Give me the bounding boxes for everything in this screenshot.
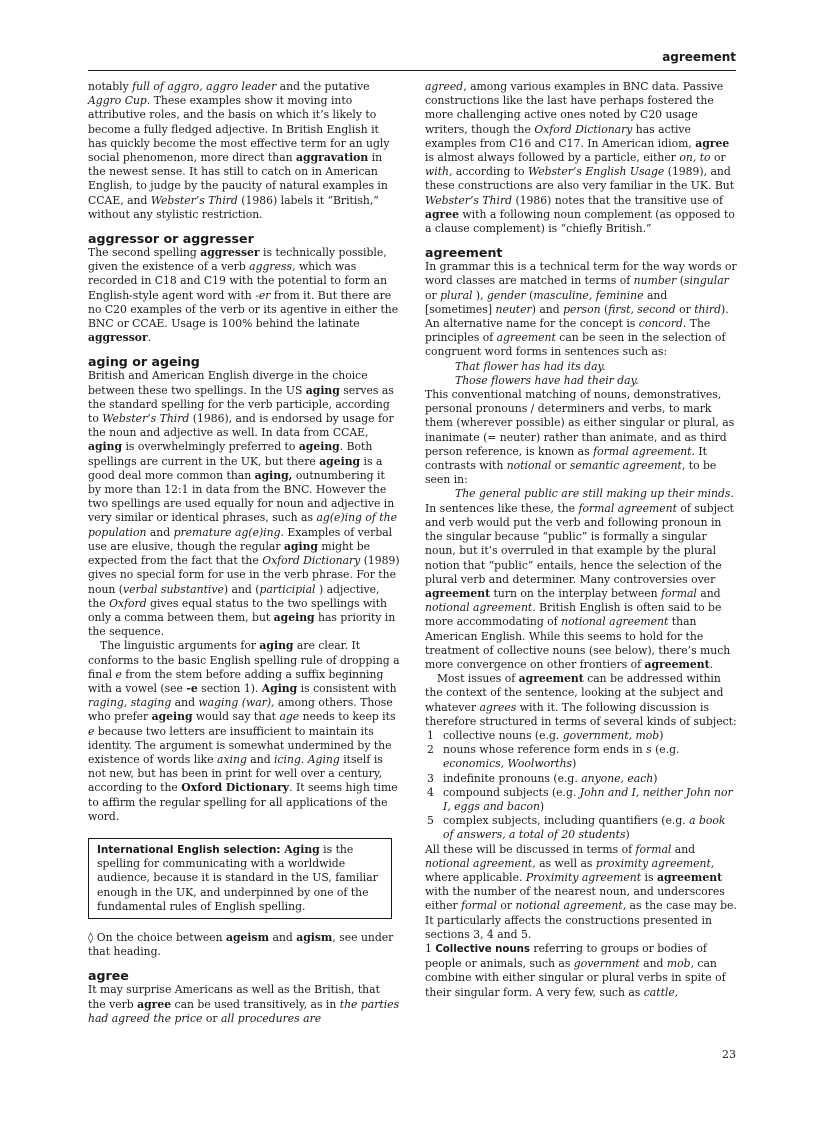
section-heading: Collective nouns: [435, 943, 530, 955]
paragraph: In grammar this is a technical term for the way words or word classes are matched in terms of number (singular or plural ), gender (masculine, feminine and [sometimes] neuter) and person (first, second or third). An alternative name for the concept is concord. The principles of agreement can be seen in the selection of congruent word forms in sentences such as:: [425, 260, 737, 359]
paragraph: 1 Collective nouns referring to groups or bodies of people or animals, such as government and mob, can combine with either singular or plural verbs in spite of their singular form. A very few, such as cattle,: [425, 941, 726, 999]
paragraph: This conventional matching of nouns, demonstratives, personal pronouns / determiners and verbs, to mark them (wherever possible) as either singular or plural, as inanimate (= neuter) rather than animate, and as third person reference, is known as formal agreement. It contrasts with notional or semantic agreement, to be seen in:: [425, 388, 735, 487]
page-number: 23: [722, 1048, 736, 1061]
international-english-callout: International English selection: Aging is the spelling for communicating with a worldwide audience, because it is standard in the US, familiar enough in the UK, and underpinned by one of the fundamental rules of English spelling.: [88, 838, 392, 919]
paragraph: It may surprise Americans as well as the British, that the verb agree can be used transitively, as in the parties had agreed the price or all procedures are: [88, 983, 400, 1025]
list-item: 2 nouns whose reference form ends in s (e.g. economics, Woolworths): [427, 743, 680, 771]
example-sentence: Those flowers have had their day.: [455, 373, 639, 387]
entry-heading-agreement: agreement: [425, 245, 503, 261]
example-sentence: The general public are still making up their minds.: [455, 487, 734, 501]
header-rule: [88, 70, 736, 71]
list-item: 1 collective nouns (e.g. government, mob): [427, 728, 664, 742]
entry-heading-agree: agree: [88, 968, 129, 984]
list-item: 3 indefinite pronouns (e.g. anyone, each): [427, 771, 658, 785]
right-column: [425, 80, 737, 1000]
subject-types-list: [425, 729, 737, 843]
paragraph: Most issues of agreement can be addressed within the context of the sentence, looking at the subject and whatever agrees with it. The following discussion is therefore structured in terms of several kinds of subject:: [425, 672, 737, 728]
callout-heading: International English selection:: [97, 843, 281, 856]
left-column: [88, 80, 400, 1026]
paragraph: All these will be discussed in terms of formal and notional agreement, as well as proximity agreement, where applicable. Proximity agreement is agreement with the number of the nearest noun, and underscores either formal or notional agreement, as the case may be. It particularly affects the constructions presented in sections 3, 4 and 5.: [425, 842, 737, 941]
paragraph: The second spelling aggresser is technically possible, given the existence of a verb aggress, which was recorded in C18 and C19 with the potential to form an English-style agent word with -er from it. But there are no C20 examples of the verb or its agentive in either the BNC or CCAE. Usage is 100% behind the latinate aggressor.: [88, 246, 399, 345]
entry-heading-aging: aging or ageing: [88, 354, 200, 370]
paragraph: In sentences like these, the formal agreement of subject and verb would put the verb and following pronoun in the singular because “public” is formally a singular noun, but it’s overruled in that example by the plural notion that “public” entails, hence the selection of the plural verb and determiner. Many controversies over agreement turn on the interplay between formal and notional agreement. British English is often said to be more accommodating of notional agreement than American English. While this seems to hold for the treatment of collective nouns (see below), there’s much more convergence on other frontiers of agreement.: [425, 501, 734, 671]
example-sentence: That flower has had its day.: [455, 359, 606, 373]
paragraph: British and American English diverge in the choice between these two spellings. In the US aging serves as the standard spelling for the verb participle, according to Webster’s Third (1986), and is endorsed by usage for the noun and adjective as well. In data from CCAE, aging is overwhelmingly preferred to ageing. Both spellings are current in the UK, but there ageing is a good deal more common than aging, outnumbering it by more than 12:1 in data from the BNC. However the two spellings are used equally for noun and adjective in very similar or identical phrases, such as ag(e)ing of the population and premature ag(e)ing. Examples of verbal use are elusive, though the regular aging might be expected from the fact that the Oxford Dictionary (1989) gives no special form for use in the verb phrase. For the noun (verbal substantive) and (participial ) adjective, the Oxford gives equal status to the two spellings with only a comma between them, but ageing has priority in the sequence.: [88, 369, 400, 639]
list-item: 4 compound subjects (e.g. John and I, neither John nor I, eggs and bacon): [427, 785, 733, 813]
paragraph: The linguistic arguments for aging are clear. It conforms to the basic English spelling rule of dropping a final e from the stem before adding a suffix beginning with a vowel (see -e section 1). Aging is consistent with raging, staging and waging (war), among others. Those who prefer ageing would say that age needs to keep its e because two letters are insufficient to maintain its identity. The argument is somewhat undermined by the existence of words like axing and icing. Aging itself is not new, but has been in print for well over a century, according to the Oxford Dictionary. It seems high time to affirm the regular spelling for all applications of the word.: [88, 639, 400, 823]
list-item: 5 complex subjects, including quantifiers (e.g. a book of answers, a total of 20 students): [427, 814, 726, 842]
running-head: agreement: [662, 50, 736, 64]
cross-reference-note: ◊ On the choice between ageism and agism, see under that heading.: [88, 930, 394, 959]
entry-heading-aggressor: aggressor or aggresser: [88, 231, 254, 247]
paragraph: notably full of aggro, aggro leader and the putative Aggro Cup. These examples show it moving into attributive roles, and the basis on which it’s likely to become a fully fledged adjective. In British English it has quickly become the most effective term for an ugly social phenomenon, more direct than aggravation in the newest sense. It has still to catch on in American English, to judge by the paucity of natural examples in CCAE, and Webster’s Third (1986) labels it “British,” without any stylistic restriction.: [88, 80, 390, 221]
paragraph: agreed, among various examples in BNC data. Passive constructions like the last have perhaps fostered the more challenging active ones noted by C20 usage writers, though the Oxford Dictionary has active examples from C16 and C17. In American idiom, agree is almost always followed by a particle, either on, to or with, according to Webster’s English Usage (1989), and these constructions are also very familiar in the UK. But Webster’s Third (1986) notes that the transitive use of agree with a following noun complement (as opposed to a clause complement) is “chiefly British.”: [425, 80, 735, 236]
